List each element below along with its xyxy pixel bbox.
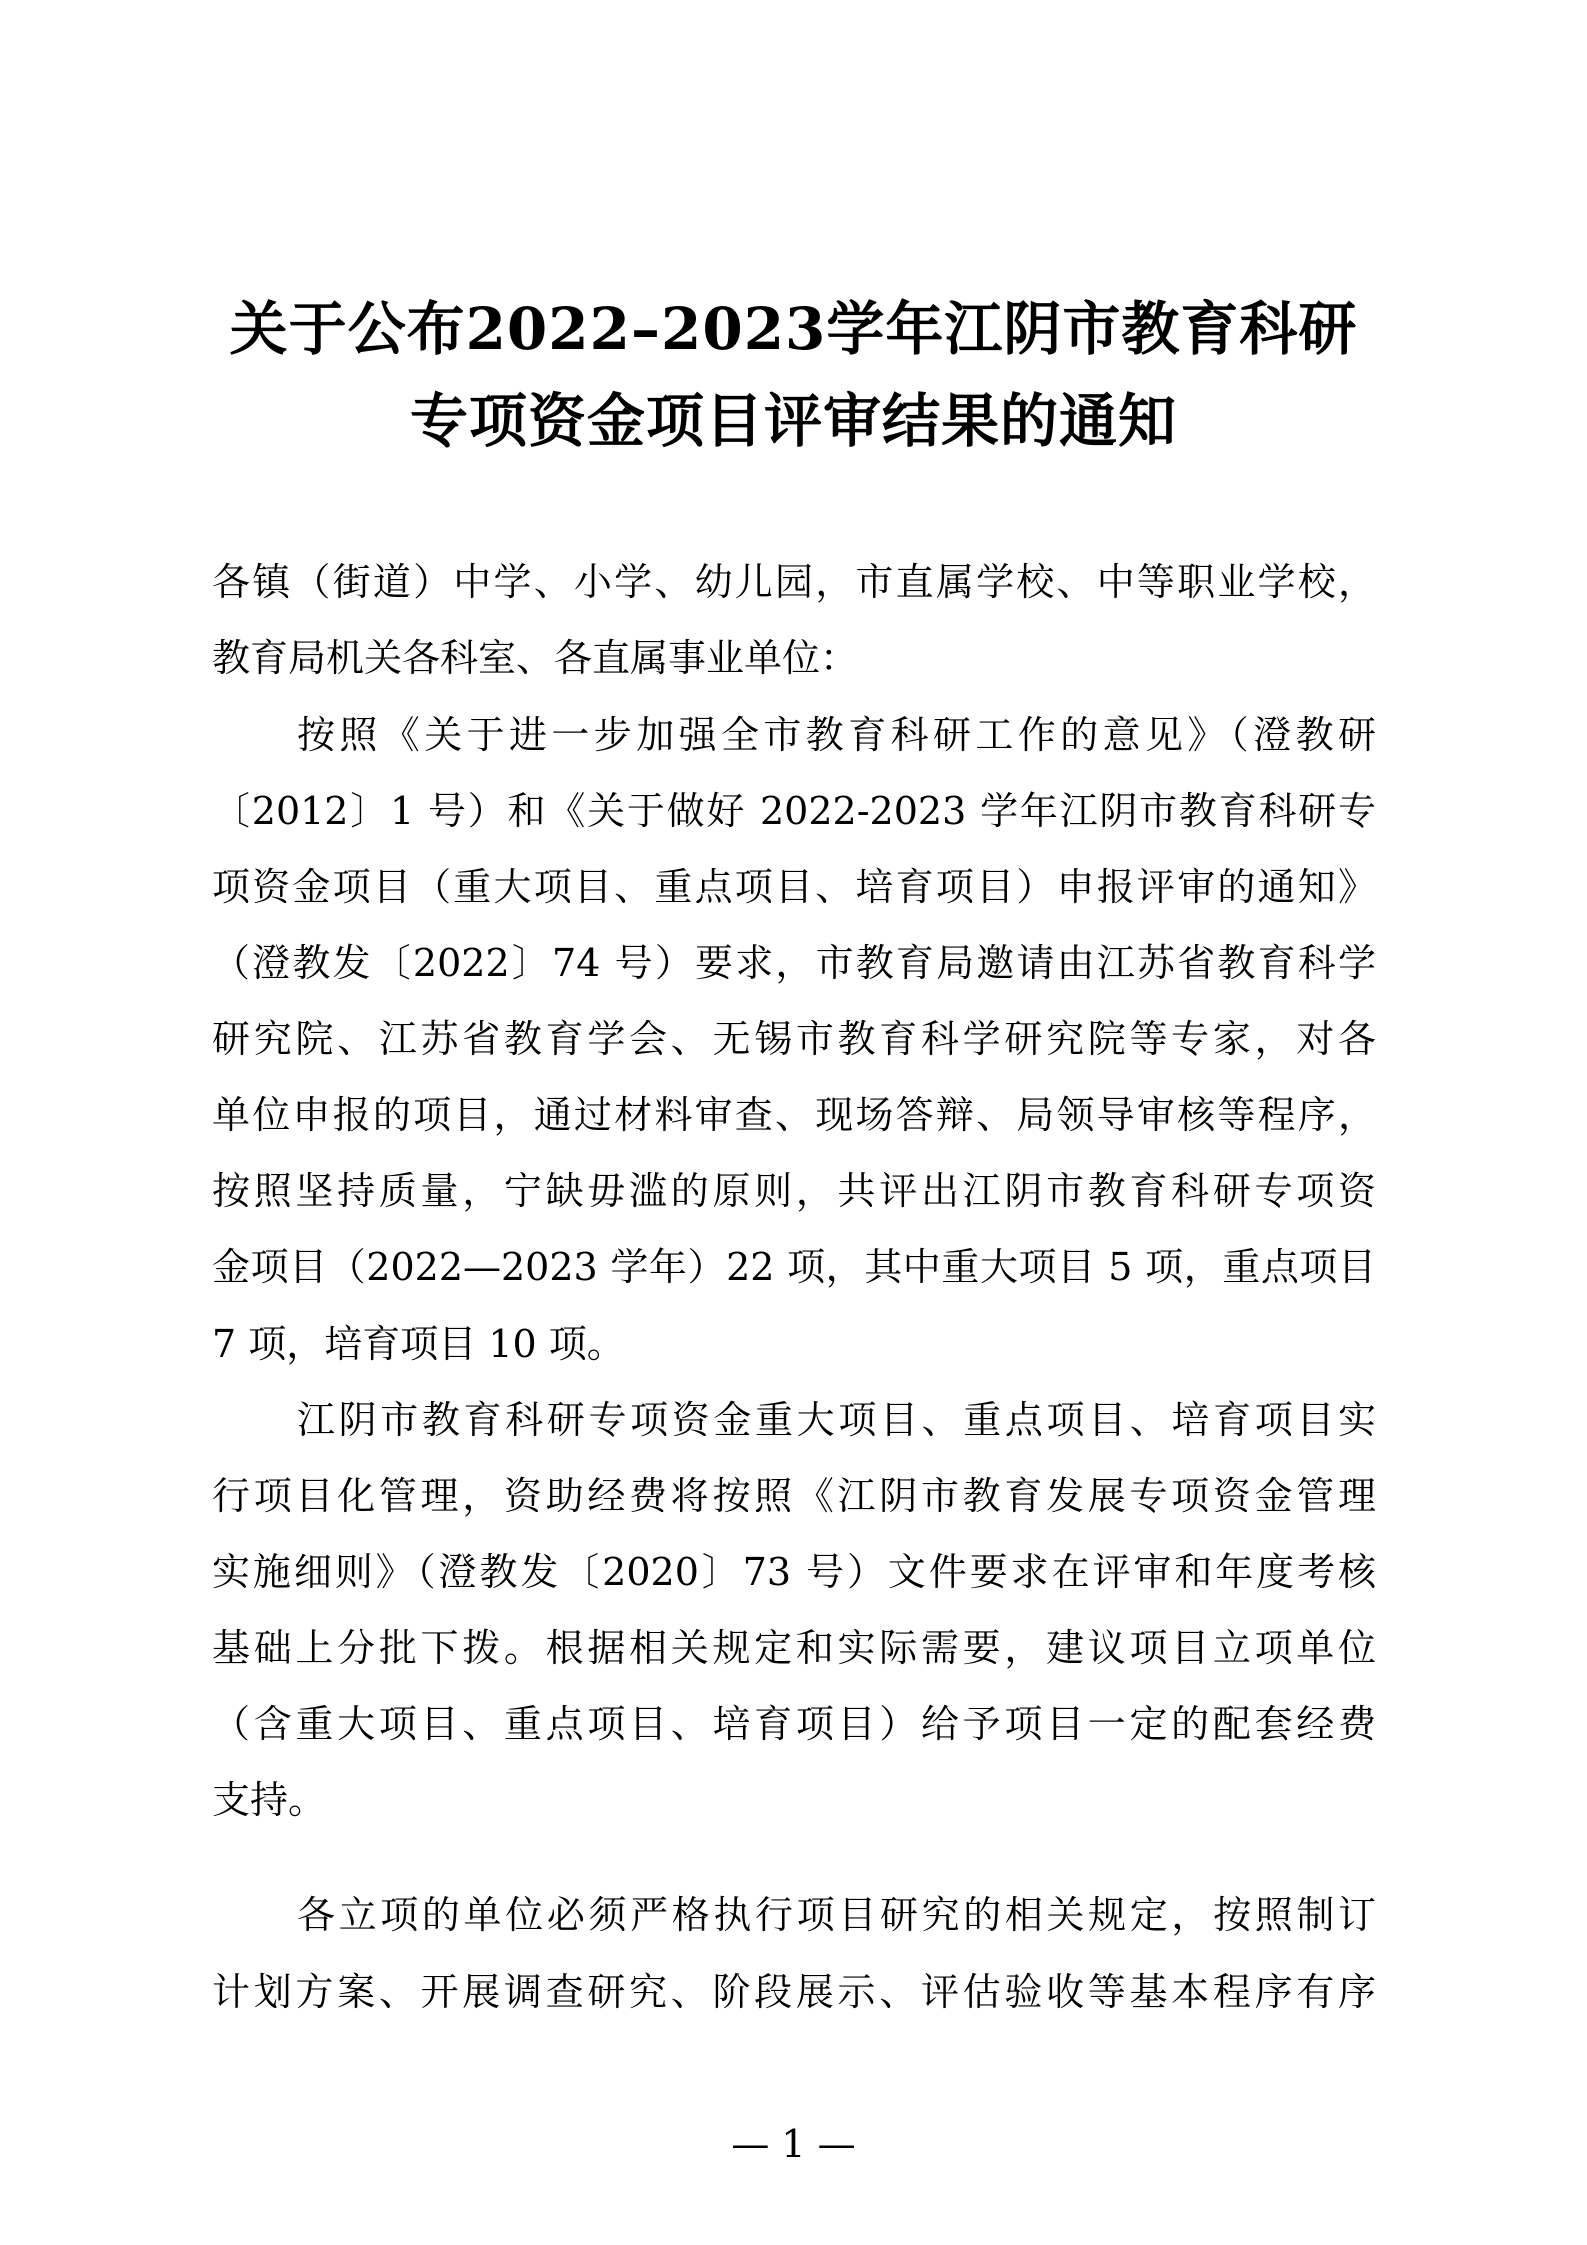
addressee-line: 教育局机关各科室、各直属事业单位： (212, 636, 859, 680)
paragraph-line: 江阴市教育科研专项资金重大项目、重点项目、培育项目实 (297, 1398, 1376, 1442)
paragraph-line: 按照《关于进一步加强全市教育科研工作的意见》（澄教研 (297, 713, 1376, 757)
paragraph-line: 支持。 (212, 1778, 327, 1822)
paragraph-line: 研究院、江苏省教育学会、无锡市教育科学研究院等专家，对各 (212, 1017, 1376, 1061)
paragraph-line: 按照坚持质量，宁缺毋滥的原则，共评出江阴市教育科研专项资 (212, 1169, 1376, 1213)
addressee-line: 各镇（街道）中学、小学、幼儿园，市直属学校、中等职业学校， (212, 560, 1376, 604)
paragraph-line: 行项目化管理，资助经费将按照《江阴市教育发展专项资金管理 (212, 1474, 1376, 1518)
paragraph-line: 各立项的单位必须严格执行项目研究的相关规定，按照制订 (297, 1893, 1376, 1937)
paragraph-line: （澄教发〔2022〕74 号）要求，市教育局邀请由江苏省教育科学 (212, 941, 1376, 985)
paragraph-line: 金项目（2022—2023 学年）22 项，其中重大项目 5 项，重点项目 (212, 1245, 1376, 1289)
paragraph-line: （含重大项目、重点项目、培育项目）给予项目一定的配套经费 (212, 1702, 1376, 1746)
paragraph-line: 实施细则》（澄教发〔2020〕73 号）文件要求在评审和年度考核 (212, 1550, 1376, 1594)
paragraph-line: 基础上分批下拨。根据相关规定和实际需要，建议项目立项单位 (212, 1626, 1376, 1670)
document-title-line-2: 专项资金项目评审结果的通知 (409, 387, 1177, 455)
paragraph-line: 〔2012〕1 号）和《关于做好 2022-2023 学年江阴市教育科研专 (212, 789, 1376, 833)
paragraph-line: 7 项，培育项目 10 项。 (212, 1322, 625, 1366)
page-number: — 1 — (731, 2122, 856, 2166)
paragraph-line: 计划方案、开展调查研究、阶段展示、评估验收等基本程序有序 (212, 1970, 1376, 2014)
paragraph-line: 单位申报的项目，通过材料审查、现场答辩、局领导审核等程序， (212, 1093, 1376, 1137)
document-title-line-1: 关于公布2022–2023学年江阴市教育科研 (229, 295, 1358, 363)
paragraph-line: 项资金项目（重大项目、重点项目、培育项目）申报评审的通知》 (212, 865, 1376, 909)
